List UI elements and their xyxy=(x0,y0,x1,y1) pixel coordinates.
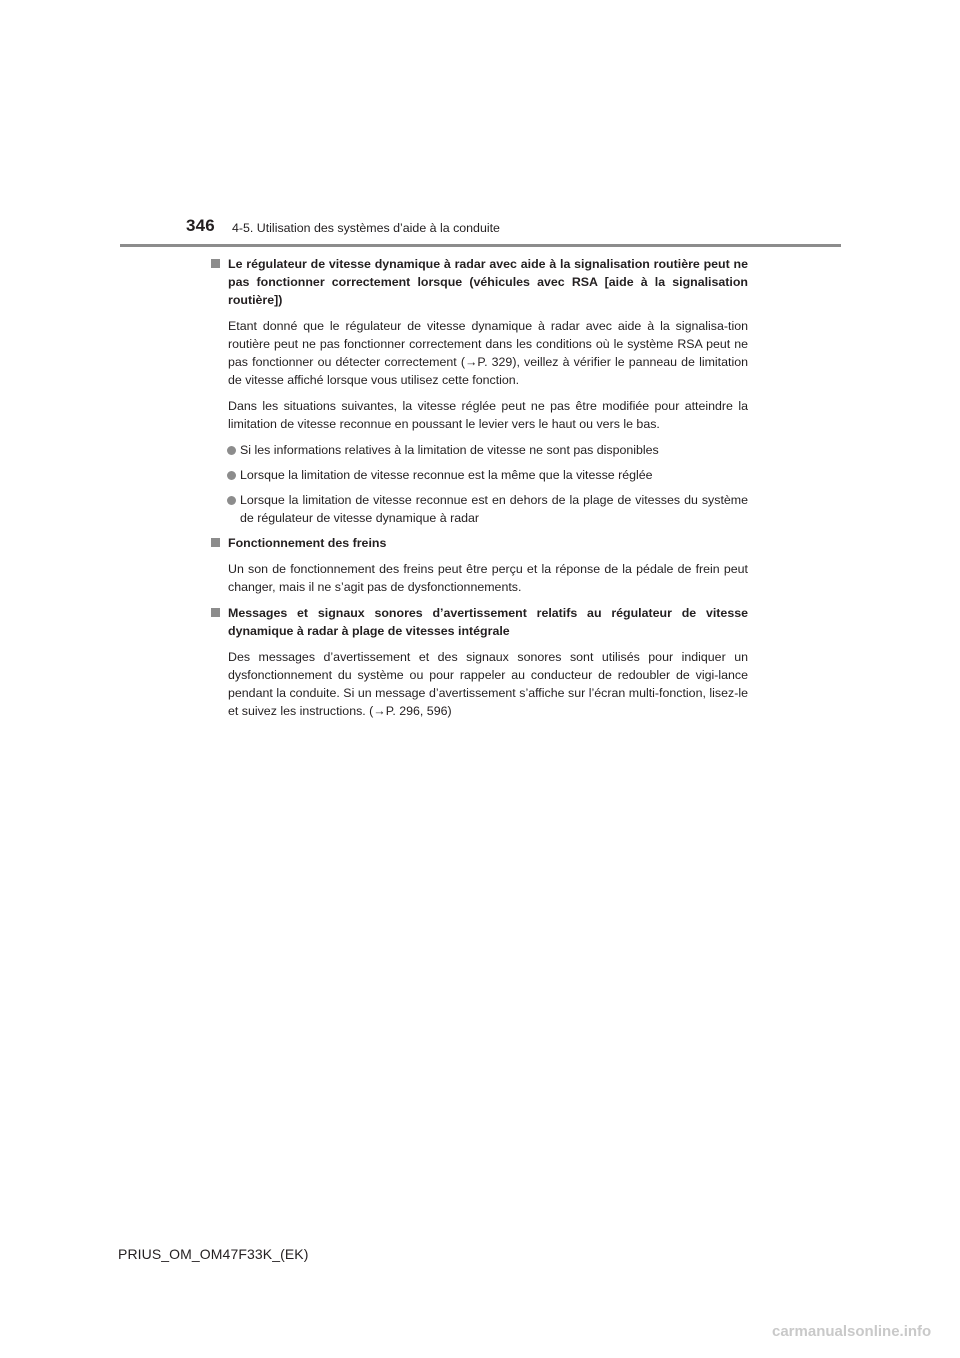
square-bullet-icon xyxy=(211,608,220,617)
circle-bullet-icon xyxy=(227,446,236,455)
section-warnings xyxy=(210,604,748,720)
section-brakes xyxy=(210,534,748,596)
section-heading xyxy=(210,534,748,552)
section-title: 4-5. Utilisation des systèmes d’aide à la conduite xyxy=(232,221,500,235)
list-item-text: Si les informations relatives à la limitation de vitesse ne sont pas disponibles xyxy=(240,443,659,457)
page-number: 346 xyxy=(186,216,215,235)
list-item-text: Lorsque la limitation de vitesse reconnue est la même que la vitesse réglée xyxy=(240,468,653,482)
circle-bullet-icon xyxy=(227,496,236,505)
document-code: PRIUS_OM_OM47F33K_(EK) xyxy=(118,1246,309,1262)
list-item xyxy=(210,466,748,484)
section-heading xyxy=(210,255,748,309)
paragraph: Etant donné que le régulateur de vitesse dynamique à radar avec aide à la signalisa-tion routière peut ne pas fonctionner correctement dans les conditions où le système RSA peut ne pas fonctionner ou détecter correctement (→P. 329), veillez à vérifier le panneau de limitation de vitesse affiché lorsque vous utilisez cette fonction. xyxy=(228,319,748,387)
heading-text: Le régulateur de vitesse dynamique à radar avec aide à la signalisation routière peut ne pas fonctionner correctement lorsque (véhicules avec RSA [aide à la signalisation routière]) xyxy=(228,257,748,307)
heading-text: Fonctionnement des freins xyxy=(228,536,387,550)
circle-bullet-icon xyxy=(227,471,236,480)
square-bullet-icon xyxy=(211,538,220,547)
heading-text: Messages et signaux sonores d’avertissement relatifs au régulateur de vitesse dynamique à radar à plage de vitesses intégrale xyxy=(228,606,748,638)
list-item xyxy=(210,491,748,527)
page-content xyxy=(210,255,748,728)
section-heading xyxy=(210,604,748,640)
list-item-text: Lorsque la limitation de vitesse reconnue est en dehors de la plage de vitesses du système de régulateur de vitesse dynamique à radar xyxy=(240,493,748,525)
square-bullet-icon xyxy=(211,259,220,268)
paragraph: Dans les situations suivantes, la vitesse réglée peut ne pas être modifiée pour atteindre la limitation de vitesse reconnue en poussant le levier vers le haut ou vers le bas. xyxy=(228,399,748,431)
watermark: carmanualsonline.info xyxy=(772,1323,932,1340)
paragraph: Un son de fonctionnement des freins peut être perçu et la réponse de la pédale de frein peut changer, mais il ne s’agit pas de dysfonctionnements. xyxy=(228,562,748,594)
paragraph: Des messages d’avertissement et des signaux sonores sont utilisés pour indiquer un dysfonctionnement du système ou pour rappeler au conducteur de redoubler de vigi-lance pendant la conduite. Si un message d’avertissement s’affiche sur l’écran multi-fonction, lisez-le et suivez les instructions. (→P. 296, 596) xyxy=(228,650,748,718)
section-rsa xyxy=(210,255,748,527)
list-item xyxy=(210,441,748,459)
header-divider xyxy=(120,244,841,247)
